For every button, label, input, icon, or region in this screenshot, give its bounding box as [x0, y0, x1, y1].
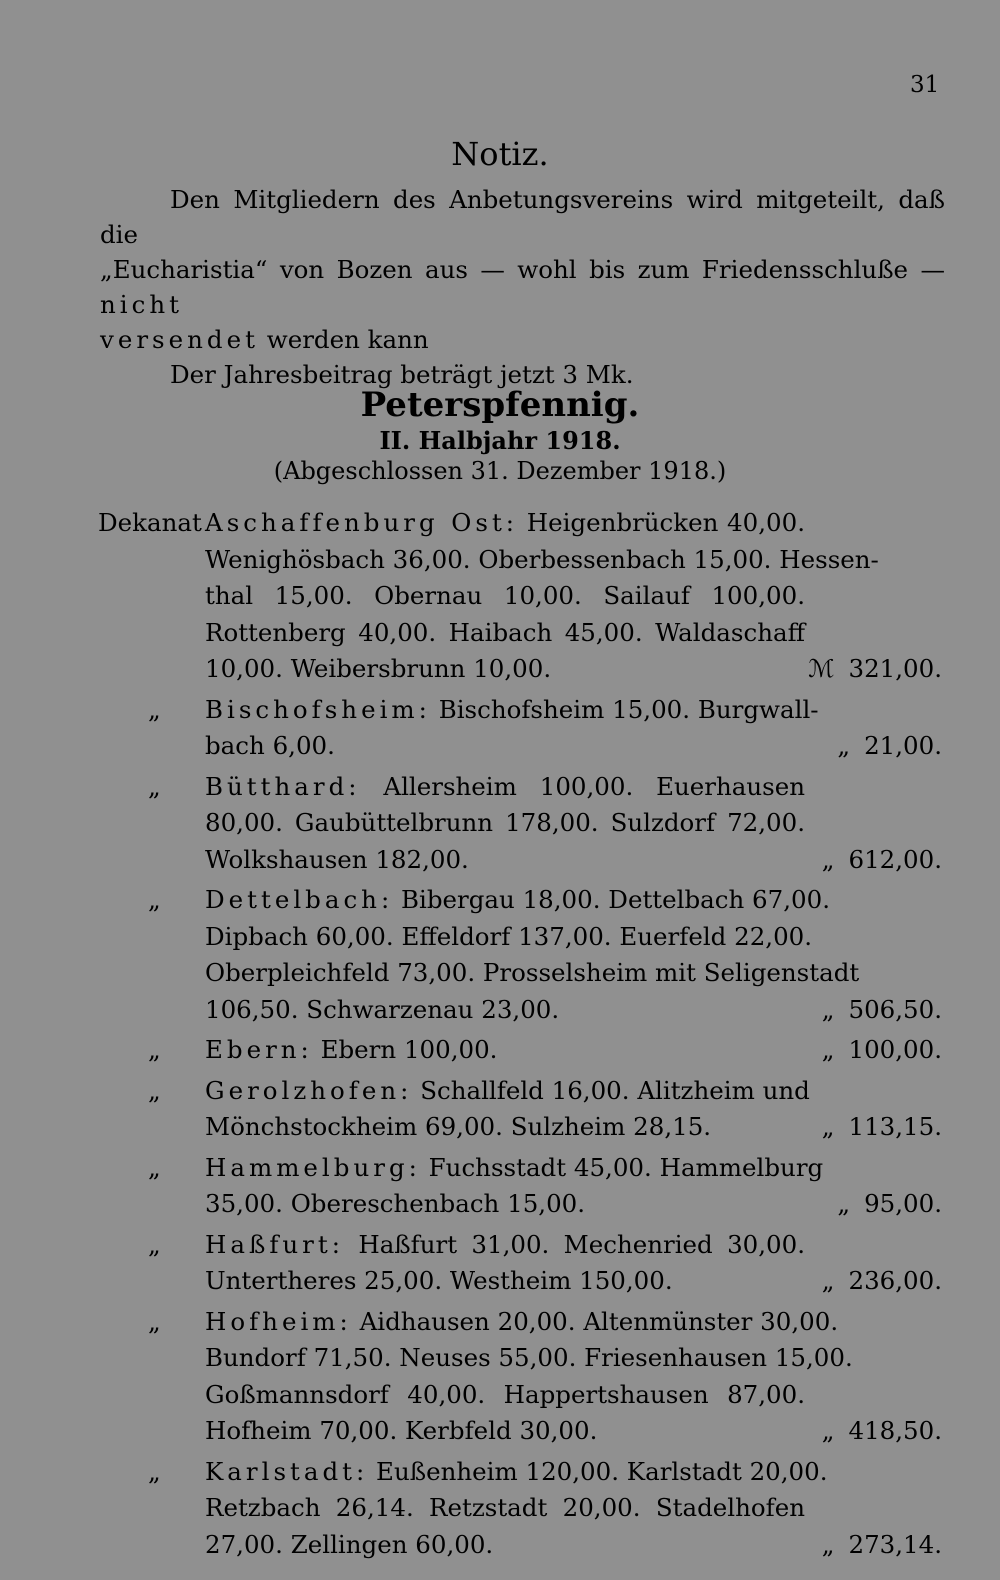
currency-mark: „ — [821, 1529, 835, 1559]
amount-value: 113,15. — [848, 1112, 942, 1141]
dekanat-place: Dettelbach: — [205, 885, 394, 914]
dekanat-entry — [0, 1150, 1000, 1223]
notiz-line: Der Jahresbeitrag beträgt jetzt 3 Mk. — [170, 360, 634, 389]
notiz-text: werden kann — [266, 325, 429, 354]
entry-line: 10,00. Weibersbrunn 10,00. — [205, 654, 552, 683]
currency-mark: „ — [821, 1266, 835, 1295]
entry-amount — [822, 842, 942, 879]
currency-mark: „ — [821, 1035, 835, 1064]
ditto-mark: „ — [148, 771, 161, 801]
amount-value: 21,00. — [864, 731, 942, 760]
entry-amount — [808, 651, 942, 688]
entry-line: Wenighösbach 36,00. Oberbessenbach 15,00. Hessen- — [205, 544, 879, 574]
dekanat-list — [0, 505, 1000, 1567]
dekanat-label: Dekanat — [98, 508, 202, 537]
currency-mark: „ — [821, 844, 835, 874]
ditto-mark: „ — [148, 694, 161, 724]
entry-line: Oberpleichfeld 73,00. Prosselsheim mit Seligenstadt — [205, 958, 860, 987]
entry-line: Haßfurt: Haßfurt 31,00. Mechenried 30,00. — [205, 1229, 805, 1259]
entry-line: Rottenberg 40,00. Haibach 45,00. Waldaschaff — [205, 617, 805, 647]
notiz-line — [100, 252, 945, 322]
entry-line: Hofheim 70,00. Kerbfeld 30,00. — [205, 1416, 598, 1445]
entry-line: Bundorf 71,50. Neuses 55,00. Friesenhausen 15,00. — [205, 1343, 853, 1372]
notiz-text: „Eucharistia“ von Bozen aus — wohl bis zum Friedensschluße — — [100, 255, 945, 284]
entry-line: Aschaffenburg Ost: Heigenbrücken 40,00. — [205, 508, 805, 537]
amount-value: 95,00. — [864, 1189, 942, 1218]
dekanat-place: Karlstadt: — [205, 1456, 369, 1486]
dekanat-entry — [0, 692, 1000, 765]
peterspfennig-closed-date: (Abgeschlossen 31. Dezember 1918.) — [273, 457, 727, 485]
notiz-line — [100, 322, 945, 357]
amount-value: 612,00. — [848, 844, 942, 874]
ditto-mark: „ — [148, 1229, 161, 1259]
entry-line: Bischofsheim: Bischofsheim 15,00. Burgwall- — [205, 694, 819, 724]
entry-line: 80,00. Gaubüttelbrunn 178,00. Sulzdorf 72,00. — [205, 808, 805, 837]
entry-line: 35,00. Obereschenbach 15,00. — [205, 1189, 586, 1218]
dekanat-entry — [0, 882, 1000, 1028]
dekanat-entry — [0, 1454, 1000, 1564]
entry-line: 27,00. Zellingen 60,00. — [205, 1529, 494, 1559]
entry-amount — [822, 1413, 942, 1450]
currency-mark: „ — [821, 994, 835, 1024]
entry-line: 106,50. Schwarzenau 23,00. — [205, 994, 560, 1024]
entry-line: Dettelbach: Bibergau 18,00. Dettelbach 67,00. — [205, 885, 830, 914]
entry-line: bach 6,00. — [205, 731, 335, 760]
notiz-title: Notiz. — [451, 135, 549, 173]
dekanat-place: Haßfurt: — [205, 1229, 344, 1259]
dekanat-place: Bischofsheim: — [205, 694, 431, 724]
dekanat-entry — [0, 1227, 1000, 1300]
entry-amount — [822, 1032, 942, 1069]
ditto-mark: „ — [148, 1152, 161, 1182]
dekanat-entry — [0, 769, 1000, 879]
amount-value: 273,14. — [848, 1529, 942, 1559]
ditto-mark: „ — [148, 1456, 161, 1486]
entry-line: Bütthard: Allersheim 100,00. Euerhausen — [205, 771, 805, 801]
currency-mark: „ — [821, 1112, 835, 1141]
entry-amount — [822, 1527, 942, 1564]
entry-line: Retzbach 26,14. Retzstadt 20,00. Stadelhofen — [205, 1493, 805, 1522]
entry-line: Goßmannsdorf 40,00. Happertshausen 87,00. — [205, 1379, 805, 1409]
dekanat-entry — [0, 505, 1000, 688]
entry-line: Karlstadt: Eußenheim 120,00. Karlstadt 20,00. — [205, 1456, 828, 1486]
entry-line: Hofheim: Aidhausen 20,00. Altenmünster 30,00. — [205, 1306, 839, 1336]
dekanat-place: Hammelburg: — [205, 1152, 421, 1182]
ditto-mark: „ — [148, 1075, 161, 1105]
entry-line: Untertheres 25,00. Westheim 150,00. — [205, 1266, 673, 1295]
dekanat-place: Gerolzhofen: — [205, 1075, 413, 1105]
notiz-emphasis: versendet — [100, 325, 259, 354]
entry-line: Ebern: Ebern 100,00. — [205, 1035, 498, 1064]
entry-amount — [837, 728, 942, 765]
entry-amount — [822, 992, 942, 1029]
dekanat-entry — [0, 1073, 1000, 1146]
currency-mark: ℳ — [808, 654, 835, 683]
dekanat-place: Aschaffenburg Ost: — [205, 508, 519, 537]
ditto-mark: „ — [148, 885, 161, 914]
notiz-emphasis: nicht — [100, 290, 183, 319]
ditto-mark: „ — [148, 1035, 161, 1064]
amount-value: 321,00. — [848, 654, 942, 683]
dekanat-place: Bütthard: — [205, 771, 361, 801]
notiz-paragraph — [100, 182, 945, 392]
ditto-mark: „ — [148, 1306, 161, 1336]
entry-amount — [822, 1263, 942, 1300]
dekanat-entry — [0, 1304, 1000, 1450]
currency-mark: „ — [837, 731, 851, 760]
entry-line: thal 15,00. Obernau 10,00. Sailauf 100,00. — [205, 581, 805, 610]
dekanat-place: Hofheim: — [205, 1306, 352, 1336]
page-number: 31 — [910, 72, 940, 98]
amount-value: 100,00. — [848, 1035, 942, 1064]
dekanat-place: Ebern: — [205, 1035, 313, 1064]
entry-line: Mönchstockheim 69,00. Sulzheim 28,15. — [205, 1112, 712, 1141]
amount-value: 506,50. — [848, 994, 942, 1024]
entry-line: Gerolzhofen: Schallfeld 16,00. Alitzheim und — [205, 1075, 810, 1105]
amount-value: 418,50. — [848, 1416, 942, 1445]
currency-mark: „ — [837, 1189, 851, 1218]
peterspfennig-title: Peterspfennig. — [360, 385, 640, 425]
entry-amount — [837, 1186, 942, 1223]
entry-line: Hammelburg: Fuchsstadt 45,00. Hammelburg — [205, 1152, 824, 1182]
currency-mark: „ — [821, 1416, 835, 1445]
entry-line: Wolkshausen 182,00. — [205, 844, 469, 874]
entry-amount — [822, 1109, 942, 1146]
peterspfennig-subtitle: II. Halbjahr 1918. — [379, 426, 621, 455]
amount-value: 236,00. — [848, 1266, 942, 1295]
dekanat-entry — [0, 1032, 1000, 1069]
entry-line: Dipbach 60,00. Effeldorf 137,00. Euerfeld 22,00. — [205, 921, 813, 951]
notiz-line: Den Mitgliedern des Anbetungsvereins wird mitgeteilt, daß die — [100, 185, 945, 249]
